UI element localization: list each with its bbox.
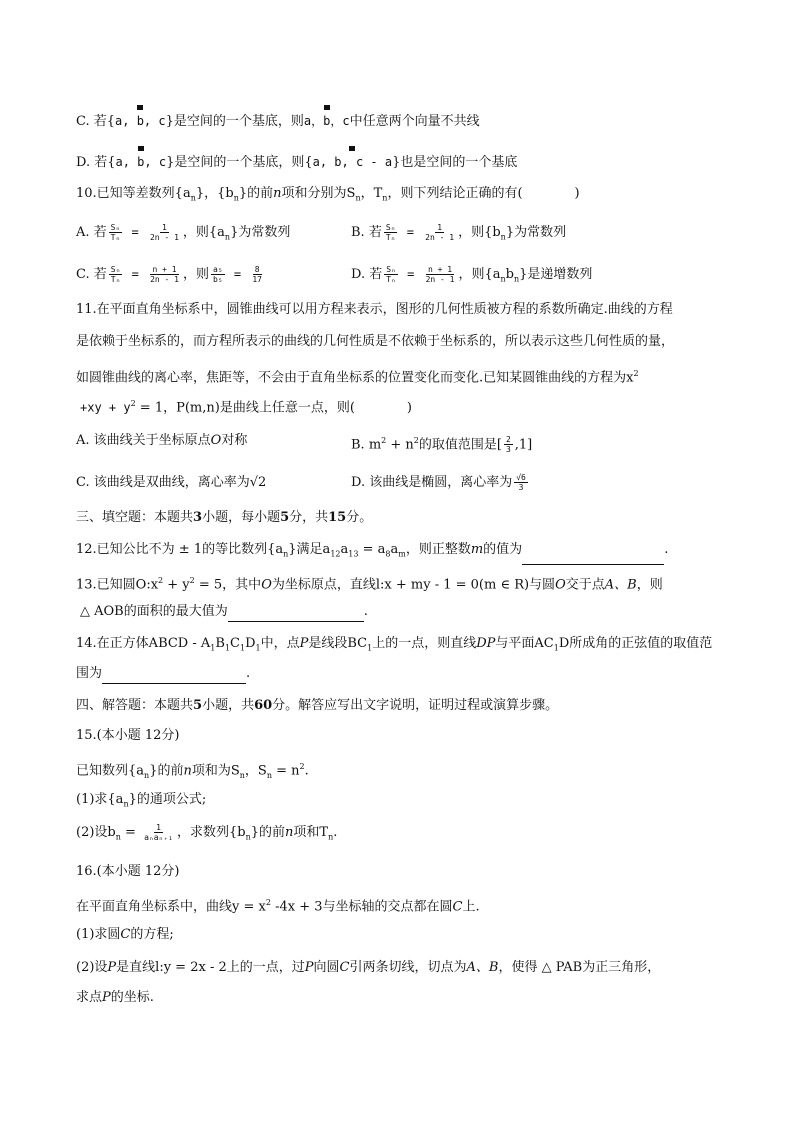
- q10-stem: 10.已知等差数列$\{a_n\}$，$\{b_n\}$的前n项和分别为$S_n$，$T_n$，则下列结论正确的有( ): [76, 186, 580, 203]
- fraction: $\frac{8}{17}$: [252, 265, 262, 284]
- q12: 12.已知公比不为 ± 1的等比数列$\{a_n\}$满足$a_{12}a_{13} = a_8a_m$，则正整数m的值为 .: [76, 540, 668, 565]
- q10-option-a: A. 若 $\frac{\text{Sₙ}}{\text{Tₙ}}$ = $\frac{1}{2n - 1}$ ，则$\{a_n\}$为常数列: [76, 223, 291, 242]
- fraction: $\frac{1}{2n - 1}$: [149, 223, 179, 242]
- q16-part-2: (2)设P是直线l:y = 2x - 2上的一点，过P向圆C引两条切线，切点为A、B，使得 △ PAB为正三角形，: [76, 960, 661, 975]
- q16-part-2-cont: 求点P的坐标.: [76, 990, 154, 1005]
- q10-option-d: D. 若 $\frac{\text{Sₙ}}{\text{Tₙ}}$ = $\frac{n + 1}{2n - 1}$ ，则$\{a_nb_n\}$是递增数列: [351, 265, 593, 284]
- q11-line-4: $+xy + y^2 = 1$，P(m,n)是曲线上任意一点，则( ): [80, 399, 412, 416]
- q15-part-2: (2)设$b_n$ = $\frac{1}{\text{aₙaₙ₊₁}}$ ，求数列$\{b_n\}$的前n项和$T_n$.: [76, 823, 338, 842]
- q9-option-d: D. 若{a, b, c}是空间的一个基底，则{a, b, c - a}也是空间的一个基底: [76, 152, 517, 173]
- fraction: $\frac{\text{Sₙ}}{\text{Tₙ}}$: [386, 265, 396, 284]
- q15-part-1: (1)求$\{a_n\}$的通项公式;: [76, 792, 207, 809]
- section-3-heading: 三、填空题：本题共3小题，每小题5分，共15分。: [76, 510, 373, 525]
- q11-line-2: 是依赖于坐标系的，而方程所表示的曲线的几何性质是不依赖于坐标系的，所以表示这些几何性质的量，: [76, 334, 675, 349]
- q11-line-1: 11.在平面直角坐标系中，圆锥曲线可以用方程来表示，图形的几何性质被方程的系数所确定.曲线的方程: [76, 302, 673, 317]
- answer-blank[interactable]: [228, 607, 364, 622]
- fraction: $\frac{\text{Sₙ}}{\text{Tₙ}}$: [385, 223, 396, 242]
- fraction: $\frac{\text{a₅}}{\text{b₅}}$: [213, 265, 223, 284]
- q11-option-b: B. $m^2 + n^2$的取值范围是[ $\frac{2}{3}$ ,1]: [351, 435, 533, 455]
- q16-part-1: (1)求圆C的方程;: [76, 927, 174, 942]
- vector-set: a, b, c: [115, 114, 166, 128]
- section-4-heading: 四、解答题：本题共5小题，共60分。解答应写出文字说明，证明过程或演算步骤。: [76, 698, 559, 713]
- q11-line-3: 如圆锥曲线的离心率，焦距等，不会由于直角坐标系的位置变化而变化.已知某圆锥曲线的方程为$x^2$: [76, 369, 639, 386]
- q14-line-2: 围为 .: [76, 664, 250, 684]
- q9-option-c: C. 若{a, b, c}是空间的一个基底，则a，b，c中任意两个向量不共线: [76, 111, 480, 132]
- fraction: $\frac{1}{2n - 1}$: [425, 223, 455, 242]
- q10-option-b: B. 若 $\frac{\text{Sₙ}}{\text{Tₙ}}$ = $\frac{1}{2n - 1}$ ，则$\{b_n\}$为常数列: [351, 223, 567, 242]
- q11-option-c: C. 该曲线是双曲线，离心率为√2: [76, 475, 267, 490]
- fraction: $\frac{\text{Sₙ}}{\text{Tₙ}}$: [110, 223, 121, 242]
- q14-line-1: 14.在正方体ABCD - $A_1B_1C_1D_1$中，点P是线段$BC_1$上的一点，则直线DP与平面$AC_1D$所成角的正弦值的取值范: [76, 636, 713, 653]
- q13-line-2: △ AOB的面积的最大值为 .: [80, 602, 368, 622]
- q13-line-1: 13.已知圆$O:x^2 + y^2 = 5$，其中O为坐标原点，直线l:x + my - 1 = 0(m ∈ R)与圆O交于点A、B，则: [76, 576, 663, 593]
- q16-heading: 16.(本小题 12分): [76, 864, 180, 879]
- answer-blank[interactable]: [522, 550, 664, 565]
- fraction: $\frac{n + 1}{2n - 1}$: [150, 265, 179, 284]
- q11-option-a: A. 该曲线关于坐标原点O对称: [76, 433, 248, 448]
- q11-option-d: D. 该曲线是椭圆，离心率为 $\frac{√6}{3}$: [351, 473, 526, 492]
- q15-heading: 15.(本小题 12分): [76, 728, 180, 743]
- q16-stem: 在平面直角坐标系中，曲线$y = x^2$ -4x + 3与坐标轴的交点都在圆C上.: [76, 898, 480, 915]
- q15-stem: 已知数列$\{a_n\}$的前n项和为$S_n$，$S_n = n^2$.: [76, 762, 309, 780]
- answer-blank[interactable]: [102, 669, 246, 684]
- fraction: $\frac{\text{Sₙ}}{\text{Tₙ}}$: [110, 265, 121, 284]
- fraction: $\frac{n + 1}{2n - 1}$: [425, 265, 455, 284]
- q10-option-c: C. 若 $\frac{\text{Sₙ}}{\text{Tₙ}}$ = $\frac{n + 1}{2n - 1}$ ，则 $\frac{\text{a₅}}{\text{b₅}}$ = $\frac{8}{17}$: [76, 265, 262, 284]
